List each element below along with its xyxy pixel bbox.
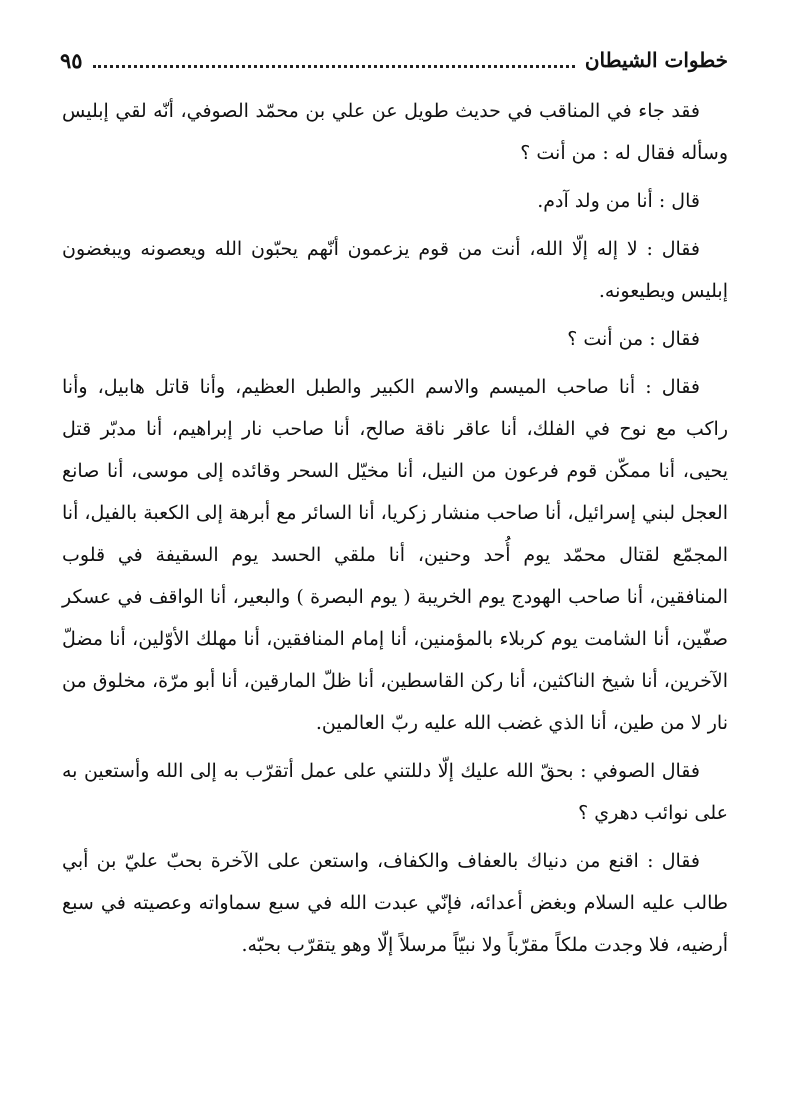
paragraph: قال : أنا من ولد آدم. — [537, 190, 700, 212]
paragraph: فقال : أنا صاحب الميسم والاسم الكبير والطبل العظيم، وأنا قاتل هابيل، وأنا راكب مع نوح في الفلك، أنا عاقر ناقة صالح، أنا صاحب نار إبراهيم، أنا مدبّر قتل يحيى، أنا ممكّن قوم فرعون من النيل، أنا مخيّل السحر وقائده إلى موسى، أنا صانع العجل لبني إسرائيل، أنا صاحب منشار زكريا، أنا السائر مع أبرهة إلى الكعبة بالفيل، أنا المجمّع لقتال محمّد يوم أُحد وحنين، أنا ملقي الحسد يوم السقيفة في قلوب المنافقين، أنا صاحب الهودج يوم الخريبة ( يوم البصرة ) والبعير، أنا الواقف في عسكر صفّين، أنا الشامت يوم كربلاء بالمؤمنين، أنا إمام المنافقين، أنا مهلك الأوّلين، أنا مضلّ الآخرين، أنا شيخ الناكثين، أنا ركن القاسطين، أنا ظلّ المارقين، أنا أبو مرّة، مخلوق من نار لا من طين، أنا الذي غضب الله عليه ربّ العالمين. — [62, 376, 728, 734]
paragraph: فقال : من أنت ؟ — [567, 328, 700, 350]
header-dotted-leader — [93, 53, 575, 68]
running-title: خطوات الشيطان — [584, 48, 728, 72]
page-number: ٩٥ — [60, 47, 83, 73]
body-text — [62, 90, 728, 972]
paragraph: فقال الصوفي : بحقّ الله عليك إلّا دللتني على عمل أتقرّب به إلى الله وأستعين به على نوائب دهري ؟ — [62, 760, 728, 824]
paragraph: فقال : لا إله إلّا الله، أنت من قوم يزعمون أنّهم يحبّون الله ويعصونه ويبغضون إبليس ويطيعونه. — [62, 238, 728, 302]
page-header — [60, 42, 728, 78]
paragraph: فقد جاء في المناقب في حديث طويل عن علي بن محمّد الصوفي، أنّه لقي إبليس وسأله فقال له : من أنت ؟ — [62, 100, 728, 164]
paragraph: فقال : اقنع من دنياك بالعفاف والكفاف، واستعن على الآخرة بحبّ عليّ بن أبي طالب عليه السلام وبغض أعدائه، فإنّي عبدت الله في سبع سماواته وعصيته في سبع أرضيه، فلا وجدت ملكاً مقرّباً ولا نبيّاً مرسلاً إلّا وهو يتقرّب بحبّه. — [62, 850, 728, 956]
